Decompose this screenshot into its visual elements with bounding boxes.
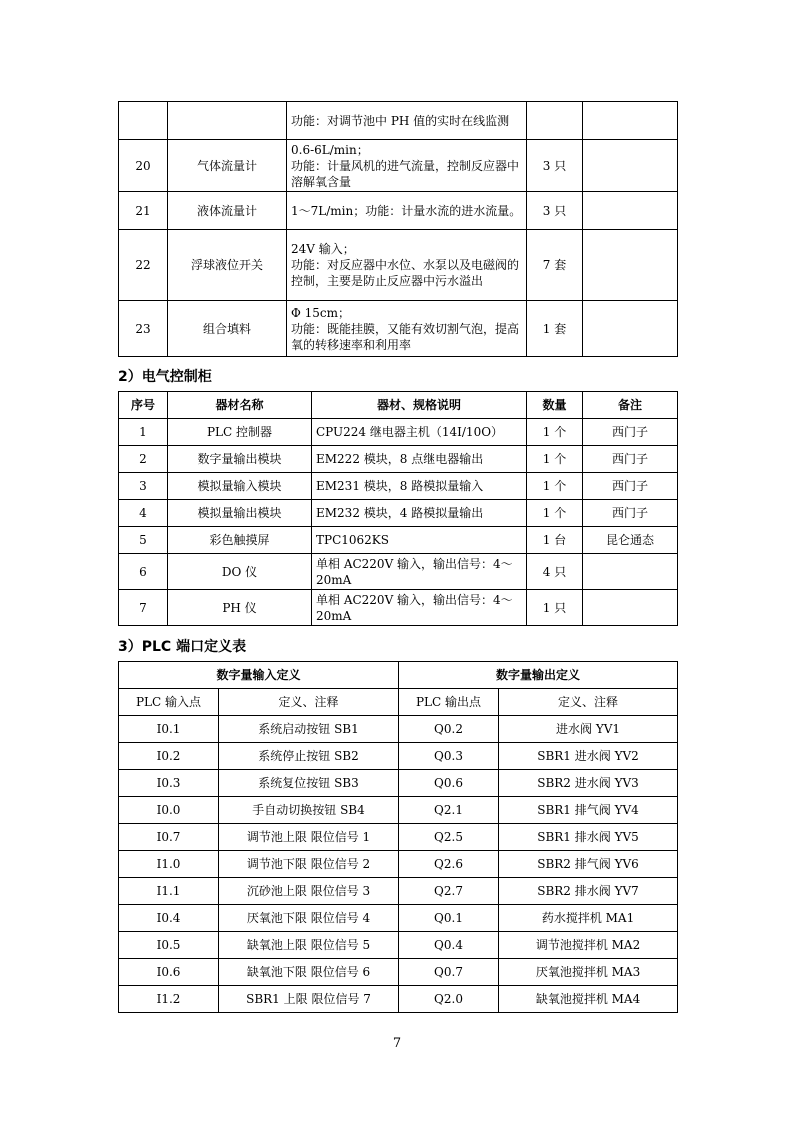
electrical-cabinet-table (118, 391, 678, 626)
table-header-row (119, 392, 678, 419)
table-row (119, 554, 678, 590)
table-row (119, 590, 678, 626)
equipment-spec: 24V 输入； 功能：对反应器中水位、水泵以及电磁阀的控制，主要是防止反应器中污水溢出 (287, 230, 527, 301)
table-row (119, 527, 678, 554)
row-number: 5 (119, 527, 168, 554)
equipment-note (583, 230, 678, 301)
equipment-qty (527, 102, 583, 140)
output-point: Q0.1 (399, 905, 499, 932)
input-definition: 系统启动按钮 SB1 (219, 716, 399, 743)
row-number (119, 102, 168, 140)
row-number: 22 (119, 230, 168, 301)
table-row (119, 905, 678, 932)
device-qty: 1 只 (527, 590, 583, 626)
equipment-spec: 0.6-6L/min； 功能：计量风机的进气流量，控制反应器中溶解氧含量 (287, 140, 527, 192)
input-point: I0.7 (119, 824, 219, 851)
input-point: I0.1 (119, 716, 219, 743)
output-definition: SBR1 排气阀 YV4 (499, 797, 678, 824)
digital-input-header: 数字量输入定义 (119, 662, 399, 689)
equipment-spec: 1～7L/min；功能：计量水流的进水流量。 (287, 192, 527, 230)
equipment-spec: 功能：对调节池中 PH 值的实时在线监测 (287, 102, 527, 140)
device-note: 西门子 (583, 419, 678, 446)
output-definition: SBR2 排水阀 YV7 (499, 878, 678, 905)
table-row (119, 419, 678, 446)
device-qty: 1 个 (527, 500, 583, 527)
col-header-spec: 器材、规格说明 (312, 392, 527, 419)
col-header-qty: 数量 (527, 392, 583, 419)
device-note: 西门子 (583, 473, 678, 500)
output-definition: SBR1 进水阀 YV2 (499, 743, 678, 770)
equipment-name: 液体流量计 (168, 192, 287, 230)
input-point: I0.5 (119, 932, 219, 959)
output-point: Q0.2 (399, 716, 499, 743)
input-definition: 调节池下限 限位信号 2 (219, 851, 399, 878)
device-name: 数字量输出模块 (168, 446, 312, 473)
output-definition: 药水搅拌机 MA1 (499, 905, 678, 932)
device-name: PLC 控制器 (168, 419, 312, 446)
output-point: Q0.4 (399, 932, 499, 959)
output-definition: SBR2 排气阀 YV6 (499, 851, 678, 878)
table-row (119, 797, 678, 824)
device-note (583, 554, 678, 590)
input-point: I0.2 (119, 743, 219, 770)
output-point: Q2.5 (399, 824, 499, 851)
input-definition: SBR1 上限 限位信号 7 (219, 986, 399, 1013)
col-header-note: 备注 (583, 392, 678, 419)
table-row (119, 743, 678, 770)
section-title-electrical-cabinet: 2）电气控制柜 (118, 369, 212, 385)
row-number: 3 (119, 473, 168, 500)
device-spec: EM222 模块，8 点继电器输出 (312, 446, 527, 473)
table-row (119, 878, 678, 905)
sub-header-row (119, 689, 678, 716)
input-definition: 手自动切换按钮 SB4 (219, 797, 399, 824)
col-header-input-definition: 定义、注释 (219, 689, 399, 716)
device-spec: EM231 模块，8 路模拟量输入 (312, 473, 527, 500)
device-spec: 单相 AC220V 输入，输出信号：4～20mA (312, 554, 527, 590)
col-header-name: 器材名称 (168, 392, 312, 419)
equipment-note (583, 192, 678, 230)
table-row (119, 986, 678, 1013)
input-point: I0.0 (119, 797, 219, 824)
col-header-input-point: PLC 输入点 (119, 689, 219, 716)
device-qty: 1 个 (527, 446, 583, 473)
table-row (119, 851, 678, 878)
input-definition: 系统停止按钮 SB2 (219, 743, 399, 770)
output-definition: 调节池搅拌机 MA2 (499, 932, 678, 959)
device-note: 西门子 (583, 446, 678, 473)
input-definition: 系统复位按钮 SB3 (219, 770, 399, 797)
row-number: 7 (119, 590, 168, 626)
device-name: DO 仪 (168, 554, 312, 590)
electrical-cabinet-table-body (119, 419, 678, 626)
group-header-row (119, 662, 678, 689)
device-qty: 1 个 (527, 419, 583, 446)
table-row (119, 192, 678, 230)
device-qty: 4 只 (527, 554, 583, 590)
table-row (119, 932, 678, 959)
equipment-name (168, 102, 287, 140)
equipment-table-continued (118, 101, 678, 357)
output-point: Q0.7 (399, 959, 499, 986)
device-spec: TPC1062KS (312, 527, 527, 554)
row-number: 21 (119, 192, 168, 230)
equipment-qty: 1 套 (527, 301, 583, 357)
equipment-name: 组合填料 (168, 301, 287, 357)
input-point: I1.0 (119, 851, 219, 878)
output-point: Q2.0 (399, 986, 499, 1013)
equipment-qty: 3 只 (527, 192, 583, 230)
row-number: 1 (119, 419, 168, 446)
device-spec: 单相 AC220V 输入，输出信号：4～20mA (312, 590, 527, 626)
device-qty: 1 台 (527, 527, 583, 554)
digital-output-header: 数字量输出定义 (399, 662, 678, 689)
table-row (119, 473, 678, 500)
row-number: 6 (119, 554, 168, 590)
input-definition: 缺氧池上限 限位信号 5 (219, 932, 399, 959)
col-header-output-definition: 定义、注释 (499, 689, 678, 716)
col-header-output-point: PLC 输出点 (399, 689, 499, 716)
equipment-spec: Φ 15cm； 功能：既能挂膜，又能有效切割气泡，提高氧的转移速率和利用率 (287, 301, 527, 357)
table-row (119, 446, 678, 473)
plc-port-table (118, 661, 678, 1013)
equipment-name: 浮球液位开关 (168, 230, 287, 301)
device-spec: CPU224 继电器主机（14I/10O） (312, 419, 527, 446)
table-row (119, 770, 678, 797)
device-note: 昆仑通态 (583, 527, 678, 554)
input-point: I0.3 (119, 770, 219, 797)
row-number: 4 (119, 500, 168, 527)
device-note: 西门子 (583, 500, 678, 527)
equipment-note (583, 140, 678, 192)
electrical-cabinet-table-head (119, 392, 678, 419)
equipment-note (583, 301, 678, 357)
output-point: Q2.6 (399, 851, 499, 878)
input-point: I1.2 (119, 986, 219, 1013)
output-definition: SBR1 排水阀 YV5 (499, 824, 678, 851)
output-point: Q2.1 (399, 797, 499, 824)
input-point: I0.4 (119, 905, 219, 932)
table-row (119, 500, 678, 527)
section-title-plc-ports: 3）PLC 端口定义表 (118, 639, 247, 655)
row-number: 23 (119, 301, 168, 357)
output-definition: 进水阀 YV1 (499, 716, 678, 743)
plc-port-table-head (119, 662, 678, 716)
output-point: Q0.6 (399, 770, 499, 797)
device-qty: 1 个 (527, 473, 583, 500)
plc-port-table-body (119, 716, 678, 1013)
output-definition: SBR2 进水阀 YV3 (499, 770, 678, 797)
input-point: I0.6 (119, 959, 219, 986)
equipment-qty: 3 只 (527, 140, 583, 192)
device-spec: EM232 模块，4 路模拟量输出 (312, 500, 527, 527)
input-definition: 缺氧池下限 限位信号 6 (219, 959, 399, 986)
page-number: 7 (392, 1036, 402, 1051)
output-point: Q2.7 (399, 878, 499, 905)
input-definition: 调节池上限 限位信号 1 (219, 824, 399, 851)
device-name: 模拟量输入模块 (168, 473, 312, 500)
device-name: 模拟量输出模块 (168, 500, 312, 527)
device-name: PH 仪 (168, 590, 312, 626)
equipment-note (583, 102, 678, 140)
col-header-number: 序号 (119, 392, 168, 419)
input-point: I1.1 (119, 878, 219, 905)
input-definition: 厌氧池下限 限位信号 4 (219, 905, 399, 932)
device-note (583, 590, 678, 626)
table-row (119, 716, 678, 743)
row-number: 20 (119, 140, 168, 192)
output-point: Q0.3 (399, 743, 499, 770)
equipment-table-body (119, 102, 678, 357)
table-row (119, 102, 678, 140)
output-definition: 厌氧池搅拌机 MA3 (499, 959, 678, 986)
table-row (119, 230, 678, 301)
output-definition: 缺氧池搅拌机 MA4 (499, 986, 678, 1013)
table-row (119, 824, 678, 851)
table-row (119, 140, 678, 192)
input-definition: 沉砂池上限 限位信号 3 (219, 878, 399, 905)
row-number: 2 (119, 446, 168, 473)
table-row (119, 301, 678, 357)
equipment-qty: 7 套 (527, 230, 583, 301)
device-name: 彩色触摸屏 (168, 527, 312, 554)
table-row (119, 959, 678, 986)
equipment-name: 气体流量计 (168, 140, 287, 192)
